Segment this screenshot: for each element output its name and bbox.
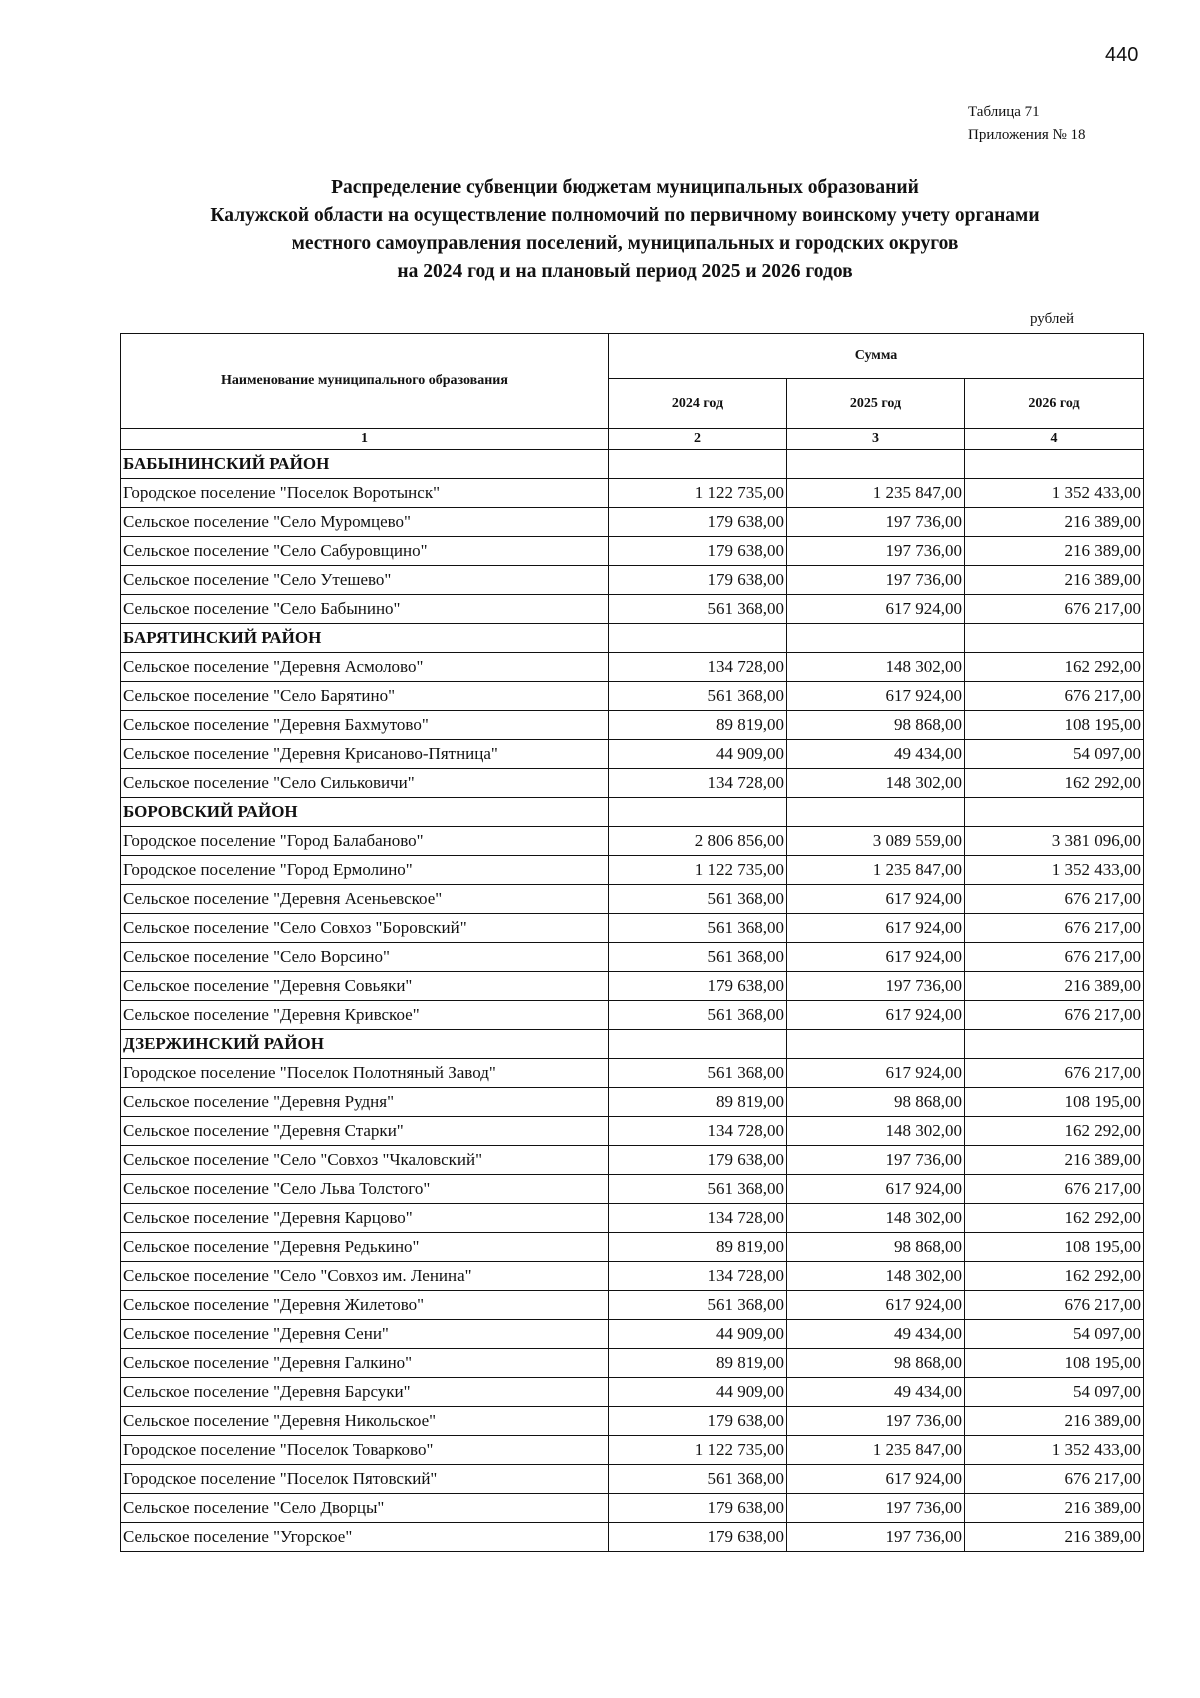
amount-2025: 617 924,00 bbox=[787, 885, 965, 914]
amount-2026: 676 217,00 bbox=[965, 943, 1144, 972]
column-number: 1 bbox=[121, 429, 609, 450]
table-row bbox=[121, 1262, 1144, 1291]
amount-2025: 1 235 847,00 bbox=[787, 1436, 965, 1465]
district-name: БАБЫНИНСКИЙ РАЙОН bbox=[121, 450, 609, 479]
amount-2026: 1 352 433,00 bbox=[965, 1436, 1144, 1465]
amount-2024: 44 909,00 bbox=[609, 1378, 787, 1407]
amount-2024: 179 638,00 bbox=[609, 1523, 787, 1552]
district-name: БАРЯТИНСКИЙ РАЙОН bbox=[121, 624, 609, 653]
amount-2025: 148 302,00 bbox=[787, 1262, 965, 1291]
amount-2026: 162 292,00 bbox=[965, 653, 1144, 682]
title-line: на 2024 год и на плановый период 2025 и 2026 годов bbox=[397, 261, 853, 282]
amount-2024: 179 638,00 bbox=[609, 566, 787, 595]
amount-2026 bbox=[965, 1030, 1144, 1059]
table-row bbox=[121, 682, 1144, 711]
amount-2025: 197 736,00 bbox=[787, 972, 965, 1001]
settlement-name: Сельское поселение "Село Бабынино" bbox=[121, 595, 609, 624]
settlement-name: Городское поселение "Поселок Пятовский" bbox=[121, 1465, 609, 1494]
settlement-name: Городское поселение "Город Балабаново" bbox=[121, 827, 609, 856]
table-number: Таблица 71 bbox=[968, 104, 1040, 120]
amount-2026: 54 097,00 bbox=[965, 1378, 1144, 1407]
amount-2025: 617 924,00 bbox=[787, 1001, 965, 1030]
header-sum: Сумма bbox=[609, 334, 1144, 379]
table-row bbox=[121, 566, 1144, 595]
amount-2025: 617 924,00 bbox=[787, 1465, 965, 1494]
settlement-name: Сельское поселение "Деревня Старки" bbox=[121, 1117, 609, 1146]
amount-2024 bbox=[609, 798, 787, 827]
amount-2024: 561 368,00 bbox=[609, 682, 787, 711]
subvention-table bbox=[120, 333, 1144, 1552]
table-row bbox=[121, 1059, 1144, 1088]
column-number: 3 bbox=[787, 429, 965, 450]
settlement-name: Сельское поселение "Село Совхоз "Боровский" bbox=[121, 914, 609, 943]
amount-2025 bbox=[787, 1030, 965, 1059]
column-number: 4 bbox=[965, 429, 1144, 450]
settlement-name: Городское поселение "Поселок Полотняный Завод" bbox=[121, 1059, 609, 1088]
settlement-name: Сельское поселение "Село Ворсино" bbox=[121, 943, 609, 972]
amount-2024: 89 819,00 bbox=[609, 1233, 787, 1262]
table-row bbox=[121, 595, 1144, 624]
settlement-name: Сельское поселение "Деревня Совьяки" bbox=[121, 972, 609, 1001]
settlement-name: Сельское поселение "Деревня Барсуки" bbox=[121, 1378, 609, 1407]
amount-2026: 108 195,00 bbox=[965, 1233, 1144, 1262]
settlement-name: Сельское поселение "Деревня Жилетово" bbox=[121, 1291, 609, 1320]
amount-2024: 561 368,00 bbox=[609, 1001, 787, 1030]
amount-2025: 617 924,00 bbox=[787, 682, 965, 711]
amount-2024: 44 909,00 bbox=[609, 1320, 787, 1349]
title-line: Калужской области на осуществление полномочий по первичному воинскому учету органами bbox=[210, 205, 1040, 226]
table-row bbox=[121, 1407, 1144, 1436]
amount-2026: 216 389,00 bbox=[965, 972, 1144, 1001]
settlement-name: Сельское поселение "Деревня Кривское" bbox=[121, 1001, 609, 1030]
table-row bbox=[121, 1378, 1144, 1407]
amount-2024: 561 368,00 bbox=[609, 914, 787, 943]
amount-2024: 179 638,00 bbox=[609, 972, 787, 1001]
amount-2024: 1 122 735,00 bbox=[609, 1436, 787, 1465]
amount-2025 bbox=[787, 450, 965, 479]
amount-2026: 676 217,00 bbox=[965, 595, 1144, 624]
settlement-name: Городское поселение "Город Ермолино" bbox=[121, 856, 609, 885]
amount-2025: 148 302,00 bbox=[787, 1204, 965, 1233]
document-title bbox=[110, 174, 1140, 286]
amount-2026: 676 217,00 bbox=[965, 1059, 1144, 1088]
amount-2025: 98 868,00 bbox=[787, 1233, 965, 1262]
amount-2026: 676 217,00 bbox=[965, 1291, 1144, 1320]
amount-2024: 179 638,00 bbox=[609, 1494, 787, 1523]
amount-2026: 108 195,00 bbox=[965, 711, 1144, 740]
amount-2024: 2 806 856,00 bbox=[609, 827, 787, 856]
amount-2025: 98 868,00 bbox=[787, 711, 965, 740]
amount-2024: 561 368,00 bbox=[609, 885, 787, 914]
settlement-name: Городское поселение "Поселок Товарково" bbox=[121, 1436, 609, 1465]
settlement-name: Сельское поселение "Деревня Асеньевское" bbox=[121, 885, 609, 914]
amount-2025: 148 302,00 bbox=[787, 653, 965, 682]
table-row bbox=[121, 1233, 1144, 1262]
title-line: Распределение субвенции бюджетам муниципальных образований bbox=[331, 177, 919, 198]
amount-2025: 148 302,00 bbox=[787, 769, 965, 798]
amount-2024: 561 368,00 bbox=[609, 1291, 787, 1320]
district-row bbox=[121, 798, 1144, 827]
settlement-name: Сельское поселение "Деревня Бахмутово" bbox=[121, 711, 609, 740]
amount-2024: 179 638,00 bbox=[609, 1407, 787, 1436]
amount-2025: 148 302,00 bbox=[787, 1117, 965, 1146]
district-row bbox=[121, 1030, 1144, 1059]
amount-2026: 676 217,00 bbox=[965, 1175, 1144, 1204]
table-row bbox=[121, 1523, 1144, 1552]
settlement-name: Сельское поселение "Деревня Никольское" bbox=[121, 1407, 609, 1436]
amount-2024: 89 819,00 bbox=[609, 1088, 787, 1117]
settlement-name: Городское поселение "Поселок Воротынск" bbox=[121, 479, 609, 508]
amount-2025: 197 736,00 bbox=[787, 566, 965, 595]
settlement-name: Сельское поселение "Село "Совхоз им. Ленина" bbox=[121, 1262, 609, 1291]
column-number: 2 bbox=[609, 429, 787, 450]
appendix-number: Приложения № 18 bbox=[968, 127, 1086, 143]
amount-2026: 162 292,00 bbox=[965, 769, 1144, 798]
amount-2025: 49 434,00 bbox=[787, 740, 965, 769]
amount-2026: 3 381 096,00 bbox=[965, 827, 1144, 856]
header-2025: 2025 год bbox=[787, 379, 965, 429]
amount-2026: 1 352 433,00 bbox=[965, 856, 1144, 885]
settlement-name: Сельское поселение "Деревня Редькино" bbox=[121, 1233, 609, 1262]
amount-2026: 216 389,00 bbox=[965, 1146, 1144, 1175]
settlement-name: Сельское поселение "Село Льва Толстого" bbox=[121, 1175, 609, 1204]
settlement-name: Сельское поселение "Село Утешево" bbox=[121, 566, 609, 595]
amount-2026 bbox=[965, 624, 1144, 653]
amount-2026: 676 217,00 bbox=[965, 1001, 1144, 1030]
settlement-name: Сельское поселение "Деревня Асмолово" bbox=[121, 653, 609, 682]
amount-2024: 1 122 735,00 bbox=[609, 479, 787, 508]
amount-2024: 134 728,00 bbox=[609, 1262, 787, 1291]
table-row bbox=[121, 885, 1144, 914]
amount-2026: 216 389,00 bbox=[965, 566, 1144, 595]
amount-2026: 54 097,00 bbox=[965, 740, 1144, 769]
table-row bbox=[121, 1117, 1144, 1146]
settlement-name: Сельское поселение "Село Сильковичи" bbox=[121, 769, 609, 798]
table-row bbox=[121, 856, 1144, 885]
amount-2025: 617 924,00 bbox=[787, 914, 965, 943]
amount-2024: 134 728,00 bbox=[609, 769, 787, 798]
amount-2024: 134 728,00 bbox=[609, 1204, 787, 1233]
amount-2025: 1 235 847,00 bbox=[787, 856, 965, 885]
settlement-name: Сельское поселение "Село "Совхоз "Чкаловский" bbox=[121, 1146, 609, 1175]
amount-2024: 134 728,00 bbox=[609, 1117, 787, 1146]
amount-2026: 1 352 433,00 bbox=[965, 479, 1144, 508]
table-row bbox=[121, 769, 1144, 798]
amount-2026: 676 217,00 bbox=[965, 682, 1144, 711]
amount-2026: 162 292,00 bbox=[965, 1204, 1144, 1233]
district-name: ДЗЕРЖИНСКИЙ РАЙОН bbox=[121, 1030, 609, 1059]
table-row bbox=[121, 1088, 1144, 1117]
table-row bbox=[121, 1204, 1144, 1233]
amount-2025: 197 736,00 bbox=[787, 508, 965, 537]
table-row bbox=[121, 972, 1144, 1001]
table-row bbox=[121, 1001, 1144, 1030]
amount-2024: 561 368,00 bbox=[609, 1059, 787, 1088]
amount-2025: 617 924,00 bbox=[787, 1059, 965, 1088]
amount-2025: 197 736,00 bbox=[787, 537, 965, 566]
table-row bbox=[121, 1320, 1144, 1349]
amount-2024: 134 728,00 bbox=[609, 653, 787, 682]
settlement-name: Сельское поселение "Село Муромцево" bbox=[121, 508, 609, 537]
table-row bbox=[121, 1494, 1144, 1523]
amount-2024: 89 819,00 bbox=[609, 711, 787, 740]
district-row bbox=[121, 450, 1144, 479]
amount-2024: 179 638,00 bbox=[609, 1146, 787, 1175]
amount-2024: 561 368,00 bbox=[609, 595, 787, 624]
table-row bbox=[121, 1349, 1144, 1378]
header-name: Наименование муниципального образования bbox=[121, 334, 609, 429]
settlement-name: Сельское поселение "Деревня Рудня" bbox=[121, 1088, 609, 1117]
amount-2026: 216 389,00 bbox=[965, 1407, 1144, 1436]
amount-2025: 617 924,00 bbox=[787, 1175, 965, 1204]
table-row bbox=[121, 1436, 1144, 1465]
district-row bbox=[121, 624, 1144, 653]
table-row bbox=[121, 479, 1144, 508]
settlement-name: Сельское поселение "Село Сабуровщино" bbox=[121, 537, 609, 566]
amount-2025: 49 434,00 bbox=[787, 1320, 965, 1349]
table-row bbox=[121, 711, 1144, 740]
table-row bbox=[121, 1175, 1144, 1204]
amount-2026: 676 217,00 bbox=[965, 914, 1144, 943]
amount-2025: 98 868,00 bbox=[787, 1088, 965, 1117]
table-reference bbox=[968, 101, 1086, 147]
table-row bbox=[121, 740, 1144, 769]
amount-2025: 617 924,00 bbox=[787, 943, 965, 972]
amount-2025: 49 434,00 bbox=[787, 1378, 965, 1407]
table-row bbox=[121, 827, 1144, 856]
amount-2025: 617 924,00 bbox=[787, 595, 965, 624]
amount-2024 bbox=[609, 1030, 787, 1059]
amount-2024: 561 368,00 bbox=[609, 1175, 787, 1204]
page-number: 440 bbox=[1105, 44, 1139, 66]
table-body bbox=[121, 450, 1144, 1552]
amount-2026 bbox=[965, 798, 1144, 827]
table-row bbox=[121, 1291, 1144, 1320]
amount-2025: 1 235 847,00 bbox=[787, 479, 965, 508]
table-row bbox=[121, 914, 1144, 943]
amount-2025: 197 736,00 bbox=[787, 1146, 965, 1175]
amount-2025 bbox=[787, 624, 965, 653]
amount-2024: 179 638,00 bbox=[609, 537, 787, 566]
settlement-name: Сельское поселение "Деревня Галкино" bbox=[121, 1349, 609, 1378]
amount-2024 bbox=[609, 624, 787, 653]
amount-2025: 617 924,00 bbox=[787, 1291, 965, 1320]
table-row bbox=[121, 653, 1144, 682]
amount-2024: 561 368,00 bbox=[609, 1465, 787, 1494]
district-name: БОРОВСКИЙ РАЙОН bbox=[121, 798, 609, 827]
amount-2024: 44 909,00 bbox=[609, 740, 787, 769]
settlement-name: Сельское поселение "Село Барятино" bbox=[121, 682, 609, 711]
table-row bbox=[121, 537, 1144, 566]
header-2024: 2024 год bbox=[609, 379, 787, 429]
amount-2025: 197 736,00 bbox=[787, 1494, 965, 1523]
settlement-name: Сельское поселение "Угорское" bbox=[121, 1523, 609, 1552]
units-label: рублей bbox=[1030, 311, 1075, 327]
amount-2026: 108 195,00 bbox=[965, 1349, 1144, 1378]
title-line: местного самоуправления поселений, муниципальных и городских округов bbox=[291, 233, 959, 254]
settlement-name: Сельское поселение "Деревня Крисаново-Пятница" bbox=[121, 740, 609, 769]
header-2026: 2026 год bbox=[965, 379, 1144, 429]
amount-2024 bbox=[609, 450, 787, 479]
table-row bbox=[121, 1465, 1144, 1494]
table-row bbox=[121, 1146, 1144, 1175]
amount-2025: 197 736,00 bbox=[787, 1407, 965, 1436]
amount-2026: 162 292,00 bbox=[965, 1117, 1144, 1146]
amount-2026 bbox=[965, 450, 1144, 479]
amount-2025: 98 868,00 bbox=[787, 1349, 965, 1378]
settlement-name: Сельское поселение "Деревня Карцово" bbox=[121, 1204, 609, 1233]
table-row bbox=[121, 943, 1144, 972]
amount-2026: 676 217,00 bbox=[965, 1465, 1144, 1494]
table-row bbox=[121, 508, 1144, 537]
amount-2026: 54 097,00 bbox=[965, 1320, 1144, 1349]
amount-2026: 216 389,00 bbox=[965, 1523, 1144, 1552]
amount-2026: 216 389,00 bbox=[965, 508, 1144, 537]
amount-2024: 179 638,00 bbox=[609, 508, 787, 537]
amount-2026: 162 292,00 bbox=[965, 1262, 1144, 1291]
amount-2024: 561 368,00 bbox=[609, 943, 787, 972]
amount-2026: 216 389,00 bbox=[965, 1494, 1144, 1523]
amount-2025: 197 736,00 bbox=[787, 1523, 965, 1552]
settlement-name: Сельское поселение "Деревня Сени" bbox=[121, 1320, 609, 1349]
amount-2025: 3 089 559,00 bbox=[787, 827, 965, 856]
amount-2025 bbox=[787, 798, 965, 827]
amount-2026: 676 217,00 bbox=[965, 885, 1144, 914]
settlement-name: Сельское поселение "Село Дворцы" bbox=[121, 1494, 609, 1523]
amount-2026: 108 195,00 bbox=[965, 1088, 1144, 1117]
amount-2026: 216 389,00 bbox=[965, 537, 1144, 566]
amount-2024: 89 819,00 bbox=[609, 1349, 787, 1378]
amount-2024: 1 122 735,00 bbox=[609, 856, 787, 885]
